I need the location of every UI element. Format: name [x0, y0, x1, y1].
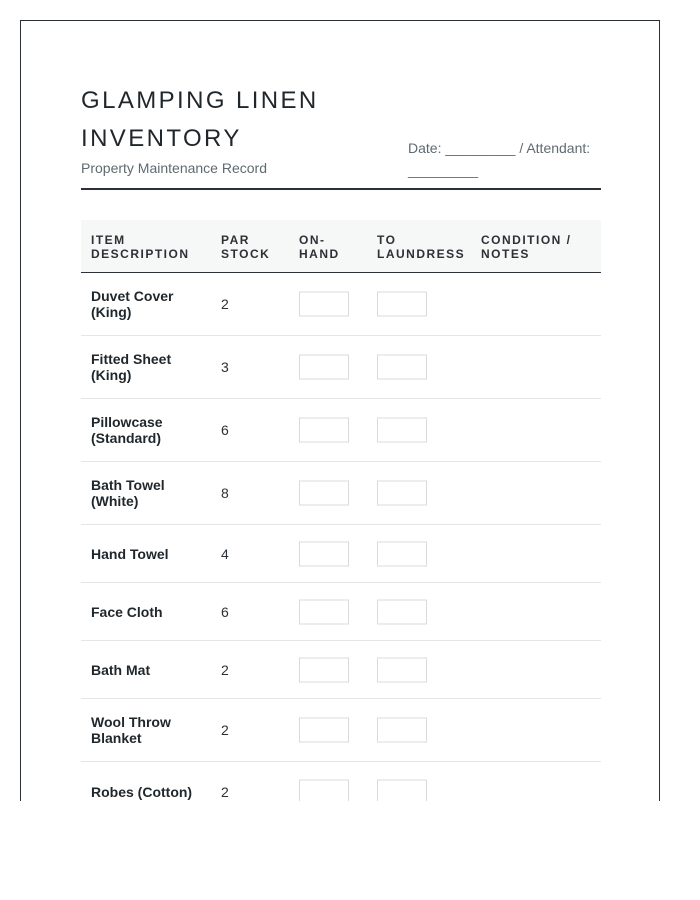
to-laundry-input[interactable] [377, 657, 427, 682]
table-row [81, 336, 601, 399]
on-hand-input[interactable] [299, 418, 349, 443]
on-hand-input[interactable] [299, 541, 349, 566]
item-description: Bath Mat [91, 661, 151, 678]
on-hand-input[interactable] [299, 657, 349, 682]
inventory-table [81, 220, 601, 801]
to-laundry-input[interactable] [377, 541, 427, 566]
on-hand-input[interactable] [299, 292, 349, 317]
item-description: Wool Throw Blanket [91, 714, 171, 746]
par-stock: 8 [221, 485, 229, 501]
on-hand-input[interactable] [299, 481, 349, 506]
on-hand-input[interactable] [299, 355, 349, 380]
column-header-to-laundry: TO LAUNDRESS [377, 233, 466, 261]
par-stock: 6 [221, 603, 229, 620]
inventory-sheet [20, 20, 660, 801]
item-description: Pillowcase (Standard) [91, 414, 163, 446]
column-header-par: PAR STOCK [221, 233, 271, 261]
table-header [81, 220, 601, 273]
page-subtitle: Property Maintenance Record [81, 160, 267, 176]
table-row [81, 525, 601, 583]
column-header-on-hand: ON- HAND [299, 233, 340, 261]
on-hand-input[interactable] [299, 718, 349, 743]
item-description: Bath Towel (White) [91, 477, 165, 509]
par-stock: 2 [221, 784, 229, 800]
to-laundry-input[interactable] [377, 599, 427, 624]
table-row [81, 462, 601, 525]
par-stock: 3 [221, 359, 229, 375]
par-stock: 2 [221, 296, 229, 312]
table-row [81, 273, 601, 336]
to-laundry-input[interactable] [377, 780, 427, 802]
table-row [81, 399, 601, 462]
on-hand-input[interactable] [299, 780, 349, 802]
to-laundry-input[interactable] [377, 418, 427, 443]
to-laundry-input[interactable] [377, 718, 427, 743]
table-row [81, 762, 601, 801]
to-laundry-input[interactable] [377, 355, 427, 380]
item-description: Duvet Cover (King) [91, 288, 174, 320]
par-stock: 6 [221, 422, 229, 438]
header-divider [81, 188, 601, 190]
date-attendant-line-2: _________ [408, 162, 479, 178]
date-attendant-field [408, 137, 598, 181]
item-description: Robes (Cotton) [91, 784, 193, 800]
title-line-1: GLAMPING LINEN [81, 87, 319, 114]
date-attendant-line-1: Date: _________ / Attendant: [408, 140, 591, 156]
to-laundry-input[interactable] [377, 292, 427, 317]
on-hand-input[interactable] [299, 599, 349, 624]
page-title [81, 82, 351, 158]
column-header-notes: CONDITION / NOTES [481, 233, 572, 261]
item-description: Face Cloth [91, 603, 163, 620]
item-description: Fitted Sheet (King) [91, 351, 172, 383]
par-stock: 2 [221, 661, 229, 678]
par-stock: 2 [221, 722, 229, 738]
table-row [81, 641, 601, 699]
title-line-2: INVENTORY [81, 125, 242, 152]
table-row [81, 699, 601, 762]
item-description: Hand Towel [91, 545, 169, 562]
to-laundry-input[interactable] [377, 481, 427, 506]
par-stock: 4 [221, 545, 229, 562]
table-row [81, 583, 601, 641]
column-header-item: ITEM DESCRIPTION [91, 233, 190, 261]
